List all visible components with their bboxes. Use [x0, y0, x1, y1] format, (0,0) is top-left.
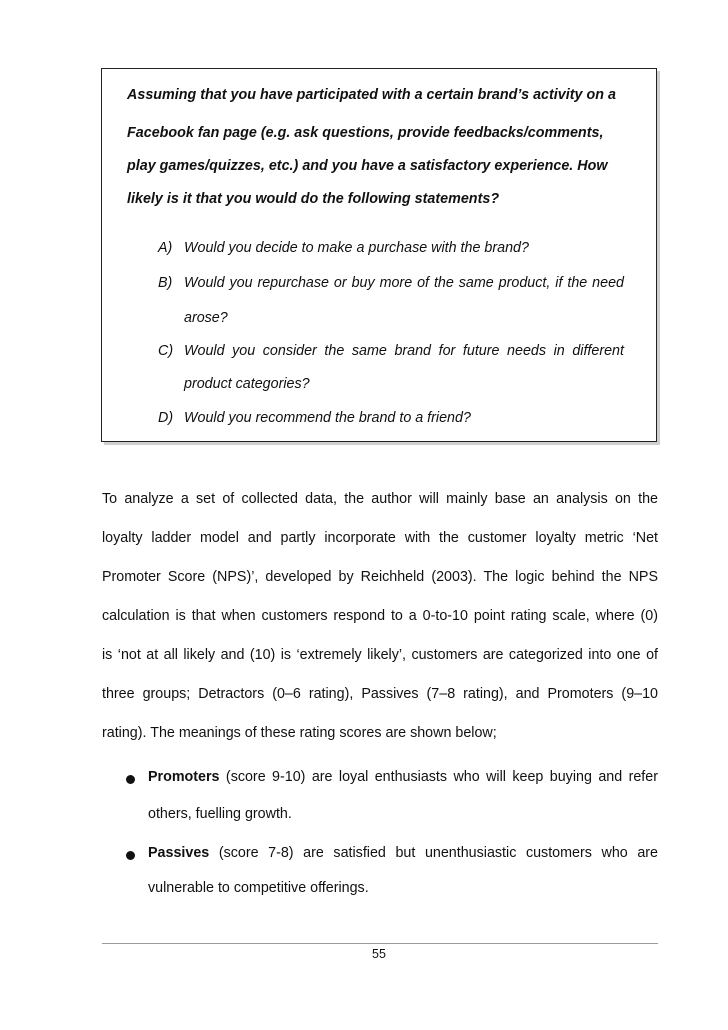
option-b-text-line-2: arose?	[184, 310, 228, 326]
option-c-text-line-1: Would you consider the same brand for future needs in different	[184, 343, 624, 359]
paragraph-line-6: three groups; Detractors (0–6 rating), Passives (7–8 rating), and Promoters (9–10	[102, 686, 658, 702]
bullet-passives-term: Passives	[148, 845, 210, 861]
option-d-text: Would you recommend the brand to a friend?	[184, 410, 471, 426]
option-d-letter: D)	[158, 410, 174, 426]
option-a-text: Would you decide to make a purchase with the brand?	[184, 240, 529, 256]
bullet-promoters-line-2: others, fuelling growth.	[148, 806, 292, 822]
option-a-letter: A)	[158, 240, 173, 256]
option-c-letter: C)	[158, 343, 174, 359]
bullet-dot-icon	[126, 851, 135, 860]
bullet-passives-desc: (score 7-8) are satisfied but unenthusiastic customers who are	[209, 845, 658, 861]
paragraph-line-1: To analyze a set of collected data, the author will mainly base an analysis on the	[102, 491, 658, 507]
question-line-3: play games/quizzes, etc.) and you have a satisfactory experience. How	[127, 158, 608, 174]
paragraph-line-3: Promoter Score (NPS)’, developed by Reichheld (2003). The logic behind the NPS	[102, 569, 658, 585]
bullet-dot-icon	[126, 775, 135, 784]
bullet-promoters-line-1	[148, 769, 658, 785]
bullet-promoters-desc: (score 9-10) are loyal enthusiasts who will keep buying and refer	[219, 769, 658, 785]
survey-question-box	[101, 68, 657, 442]
paragraph-line-5: is ‘not at all likely and (10) is ‘extremely likely’, customers are categorized into one of	[102, 647, 658, 663]
question-line-2: Facebook fan page (e.g. ask questions, provide feedbacks/comments,	[127, 125, 604, 141]
paragraph-line-4: calculation is that when customers respond to a 0-to-10 point rating scale, where (0)	[102, 608, 658, 624]
option-b-text-line-1: Would you repurchase or buy more of the same product, if the need	[184, 275, 624, 291]
question-line-1: Assuming that you have participated with a certain brand’s activity on a	[127, 87, 616, 103]
paragraph-line-2: loyalty ladder model and partly incorporate with the customer loyalty metric ‘Net	[102, 530, 658, 546]
option-c-text-line-2: product categories?	[184, 376, 310, 392]
bullet-passives-line-2: vulnerable to competitive offerings.	[148, 880, 369, 896]
bullet-promoters-term: Promoters	[148, 769, 220, 785]
footer-divider	[102, 943, 658, 944]
page-number: 55	[372, 947, 386, 961]
paragraph-line-7: rating). The meanings of these rating scores are shown below;	[102, 725, 497, 741]
question-line-4: likely is it that you would do the following statements?	[127, 191, 500, 207]
bullet-passives-line-1	[148, 845, 658, 861]
option-b-letter: B)	[158, 275, 173, 291]
